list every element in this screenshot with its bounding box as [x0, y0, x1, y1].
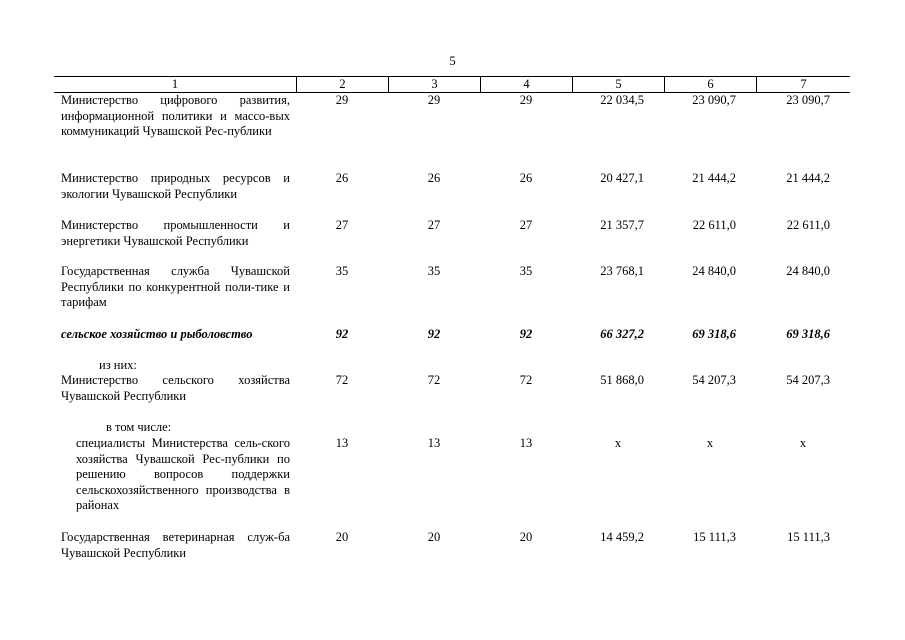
cell-col-3: 27: [427, 218, 441, 232]
cell-col-6: 15 111,3: [693, 530, 736, 544]
cell-col-2: 35: [335, 264, 349, 278]
cell-col-2: 20: [335, 530, 349, 544]
cell-col-4: 29: [519, 93, 533, 107]
table-row: [54, 218, 850, 249]
cell-col-6: x: [706, 436, 714, 450]
row-name: Министерство природных ресурсов и экологии Чувашской Республики: [61, 171, 290, 201]
row-name: специалисты Министерства сель-ского хозяйства Чувашской Рес-публики по решению вопросов поддержки сельскохозяйственного производства в районах: [76, 436, 290, 512]
cell-col-7: 15 111,3: [787, 530, 830, 544]
cell-col-2: 13: [335, 436, 349, 450]
header-col-5: 5: [572, 77, 664, 92]
table-row: [54, 373, 850, 404]
header-col-2: 2: [296, 77, 388, 92]
cell-col-6: 21 444,2: [692, 171, 736, 185]
cell-col-3: 26: [427, 171, 441, 185]
row-name: сельское хозяйство и рыболовство: [61, 327, 253, 341]
row-name: Государственная ветеринарная служ-ба Чувашской Республики: [61, 530, 290, 560]
cell-col-7: 24 840,0: [786, 264, 830, 278]
cell-col-5: 22 034,5: [600, 93, 644, 107]
cell-col-7: 69 318,6: [786, 327, 830, 341]
cell-col-4: 26: [519, 171, 533, 185]
table-row: [54, 436, 850, 514]
data-table: [54, 76, 850, 560]
cell-col-2: 27: [335, 218, 349, 232]
header-col-3: 3: [388, 77, 480, 92]
table-row: [54, 171, 850, 202]
header-col-1: 1: [171, 77, 179, 91]
cell-col-7: 23 090,7: [786, 93, 830, 107]
cell-col-4: 27: [519, 218, 533, 232]
cell-col-2: 92: [335, 327, 349, 341]
table-row-note: [54, 358, 850, 374]
table-row-note: [54, 420, 850, 436]
cell-col-4: 72: [519, 373, 533, 387]
cell-col-5: 66 327,2: [600, 327, 644, 341]
cell-col-6: 22 611,0: [692, 218, 736, 232]
row-name: Министерство сельского хозяйства Чувашской Республики: [61, 373, 290, 403]
cell-col-6: 69 318,6: [692, 327, 736, 341]
cell-col-4: 92: [519, 327, 533, 341]
header-col-7: 7: [756, 77, 850, 92]
cell-col-3: 29: [427, 93, 441, 107]
cell-col-5: 51 868,0: [600, 373, 644, 387]
cell-col-4: 20: [519, 530, 533, 544]
row-note: в том числе:: [106, 420, 172, 434]
table-row: [54, 93, 850, 140]
table-row: [54, 264, 850, 311]
cell-col-6: 23 090,7: [692, 93, 736, 107]
cell-col-2: 29: [335, 93, 349, 107]
cell-col-6: 54 207,3: [692, 373, 736, 387]
cell-col-6: 24 840,0: [692, 264, 736, 278]
page-number: 5: [449, 54, 456, 68]
cell-col-3: 92: [427, 327, 441, 341]
header-col-6: 6: [664, 77, 756, 92]
row-name: Государственная служба Чувашской Республики по конкурентной поли-тике и тарифам: [61, 264, 290, 309]
cell-col-7: 21 444,2: [786, 171, 830, 185]
cell-col-5: 14 459,2: [600, 530, 644, 544]
table-row: [54, 327, 850, 343]
cell-col-3: 13: [427, 436, 441, 450]
cell-col-2: 72: [335, 373, 349, 387]
cell-col-3: 72: [427, 373, 441, 387]
cell-col-7: x: [799, 436, 807, 450]
cell-col-5: 20 427,1: [600, 171, 644, 185]
cell-col-3: 35: [427, 264, 441, 278]
table-row: [54, 530, 850, 561]
cell-col-5: 21 357,7: [600, 218, 644, 232]
cell-col-7: 22 611,0: [786, 218, 830, 232]
cell-col-7: 54 207,3: [786, 373, 830, 387]
header-col-4: 4: [480, 77, 572, 92]
cell-col-4: 13: [519, 436, 533, 450]
row-name: Министерство цифрового развития, информационной политики и массо-вых коммуникаций Чувашской Рес-публики: [61, 93, 290, 138]
cell-col-5: 23 768,1: [600, 264, 644, 278]
cell-col-3: 20: [427, 530, 441, 544]
row-note: из них:: [99, 358, 137, 372]
cell-col-5: x: [614, 436, 622, 450]
table-header: [54, 76, 850, 93]
cell-col-4: 35: [519, 264, 533, 278]
cell-col-2: 26: [335, 171, 349, 185]
row-name: Министерство промышленности и энергетики Чувашской Республики: [61, 218, 290, 248]
